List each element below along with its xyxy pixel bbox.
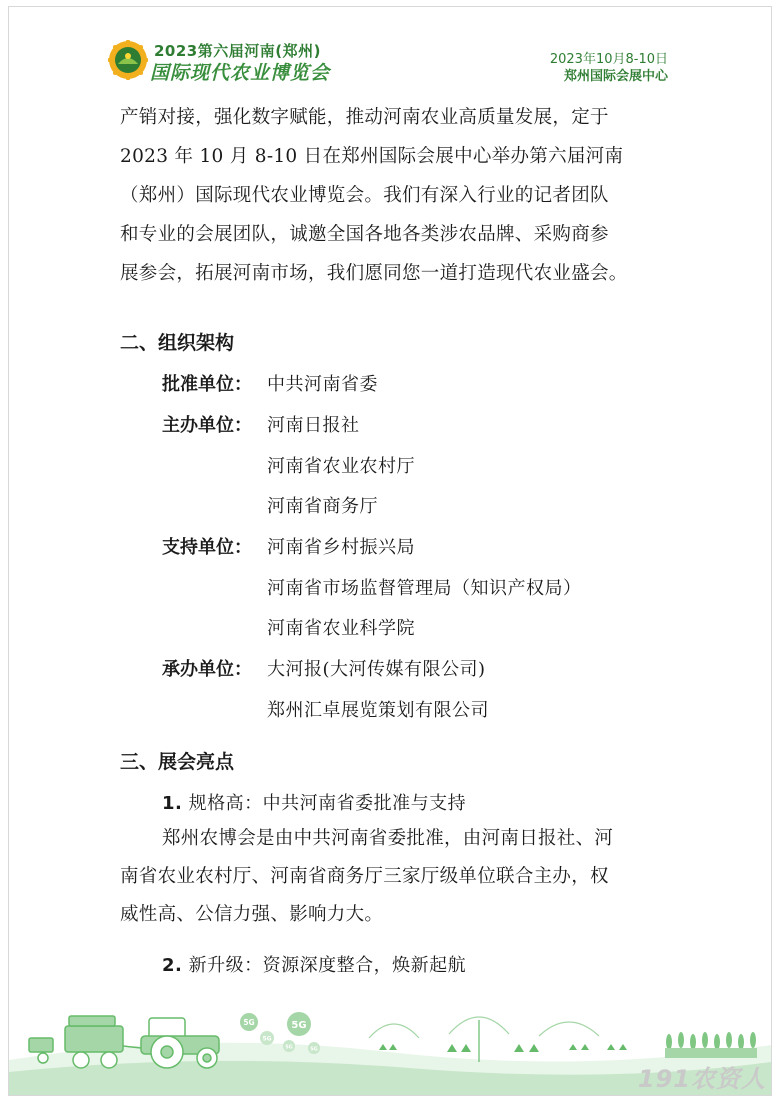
5g-badge-label: 5G <box>291 1020 307 1031</box>
org-value: 河南日报社 <box>267 415 360 436</box>
org-value: 河南省农业农村厅 <box>267 456 415 477</box>
body-line: 郑州农博会是由中共河南省委批准，由河南日报社、河 <box>162 828 614 849</box>
5g-badge-label: 5G <box>262 1035 272 1043</box>
highlight-title: 新升级：资源深度整合，焕新起航 <box>188 955 467 976</box>
5g-badge-label: 5G <box>310 1046 318 1053</box>
highlight-item-1-title <box>162 789 466 815</box>
expo-title-line1: 2023第六届河南(郑州) <box>154 42 321 60</box>
intro-line: （郑州）国际现代农业博览会。我们有深入行业的记者团队 <box>120 185 609 206</box>
org-value: 郑州汇卓展览策划有限公司 <box>267 700 489 721</box>
intro-line: 产销对接，强化数字赋能，推动河南农业高质量发展，定于 <box>120 107 609 128</box>
org-label-host: 主办单位： <box>162 415 252 436</box>
body-line: 威性高、公信力强、影响力大。 <box>120 904 384 925</box>
highlight-title: 规格高：中共河南省委批准与支持 <box>188 793 467 814</box>
watermark-text: 191农资人 <box>637 1065 766 1093</box>
section-heading-organization: 二、组织架构 <box>120 332 235 354</box>
section-heading-highlights: 三、展会亮点 <box>120 751 235 773</box>
intro-line: 2023 年 10 月 8-10 日在郑州国际会展中心举办第六届河南 <box>120 146 624 167</box>
5g-badge-label: 5G <box>243 1018 255 1027</box>
expo-title-line2: 国际现代农业博览会 <box>150 62 331 84</box>
highlight-item-1-body <box>120 820 680 934</box>
intro-line: 展参会，拓展河南市场，我们愿同您一道打造现代农业盛会。 <box>120 263 628 284</box>
intro-paragraph <box>120 98 680 293</box>
expo-logo-icon <box>108 40 148 80</box>
org-value: 大河报(大河传媒有限公司) <box>267 659 486 680</box>
org-label-support: 支持单位： <box>162 537 252 558</box>
org-value: 河南省乡村振兴局 <box>267 537 415 558</box>
highlight-item-2-title <box>162 951 466 977</box>
org-label-approval: 批准单位： <box>162 374 252 395</box>
body-line: 南省农业农村厅、河南省商务厅三家厅级单位联合主办，权 <box>120 866 609 887</box>
org-value: 河南省农业科学院 <box>267 618 415 639</box>
org-value: 河南省市场监督管理局（知识产权局） <box>267 578 582 599</box>
org-label-organizer: 承办单位： <box>162 659 252 680</box>
expo-date: 2023年10月8-10日 <box>549 52 668 67</box>
intro-line: 和专业的会展团队，诚邀全国各地各类涉农品牌、采购商参 <box>120 224 609 245</box>
highlight-number: 2. <box>162 955 183 976</box>
highlight-number: 1. <box>162 793 183 814</box>
tractor-icon <box>141 1018 219 1068</box>
org-value: 河南省商务厅 <box>267 496 378 517</box>
seedling-icon <box>379 1044 627 1052</box>
org-value: 中共河南省委 <box>267 374 378 395</box>
wheat-icon <box>665 1032 757 1058</box>
expo-venue: 郑州国际会展中心 <box>563 69 668 84</box>
5g-badge-label: 5G <box>285 1044 293 1051</box>
